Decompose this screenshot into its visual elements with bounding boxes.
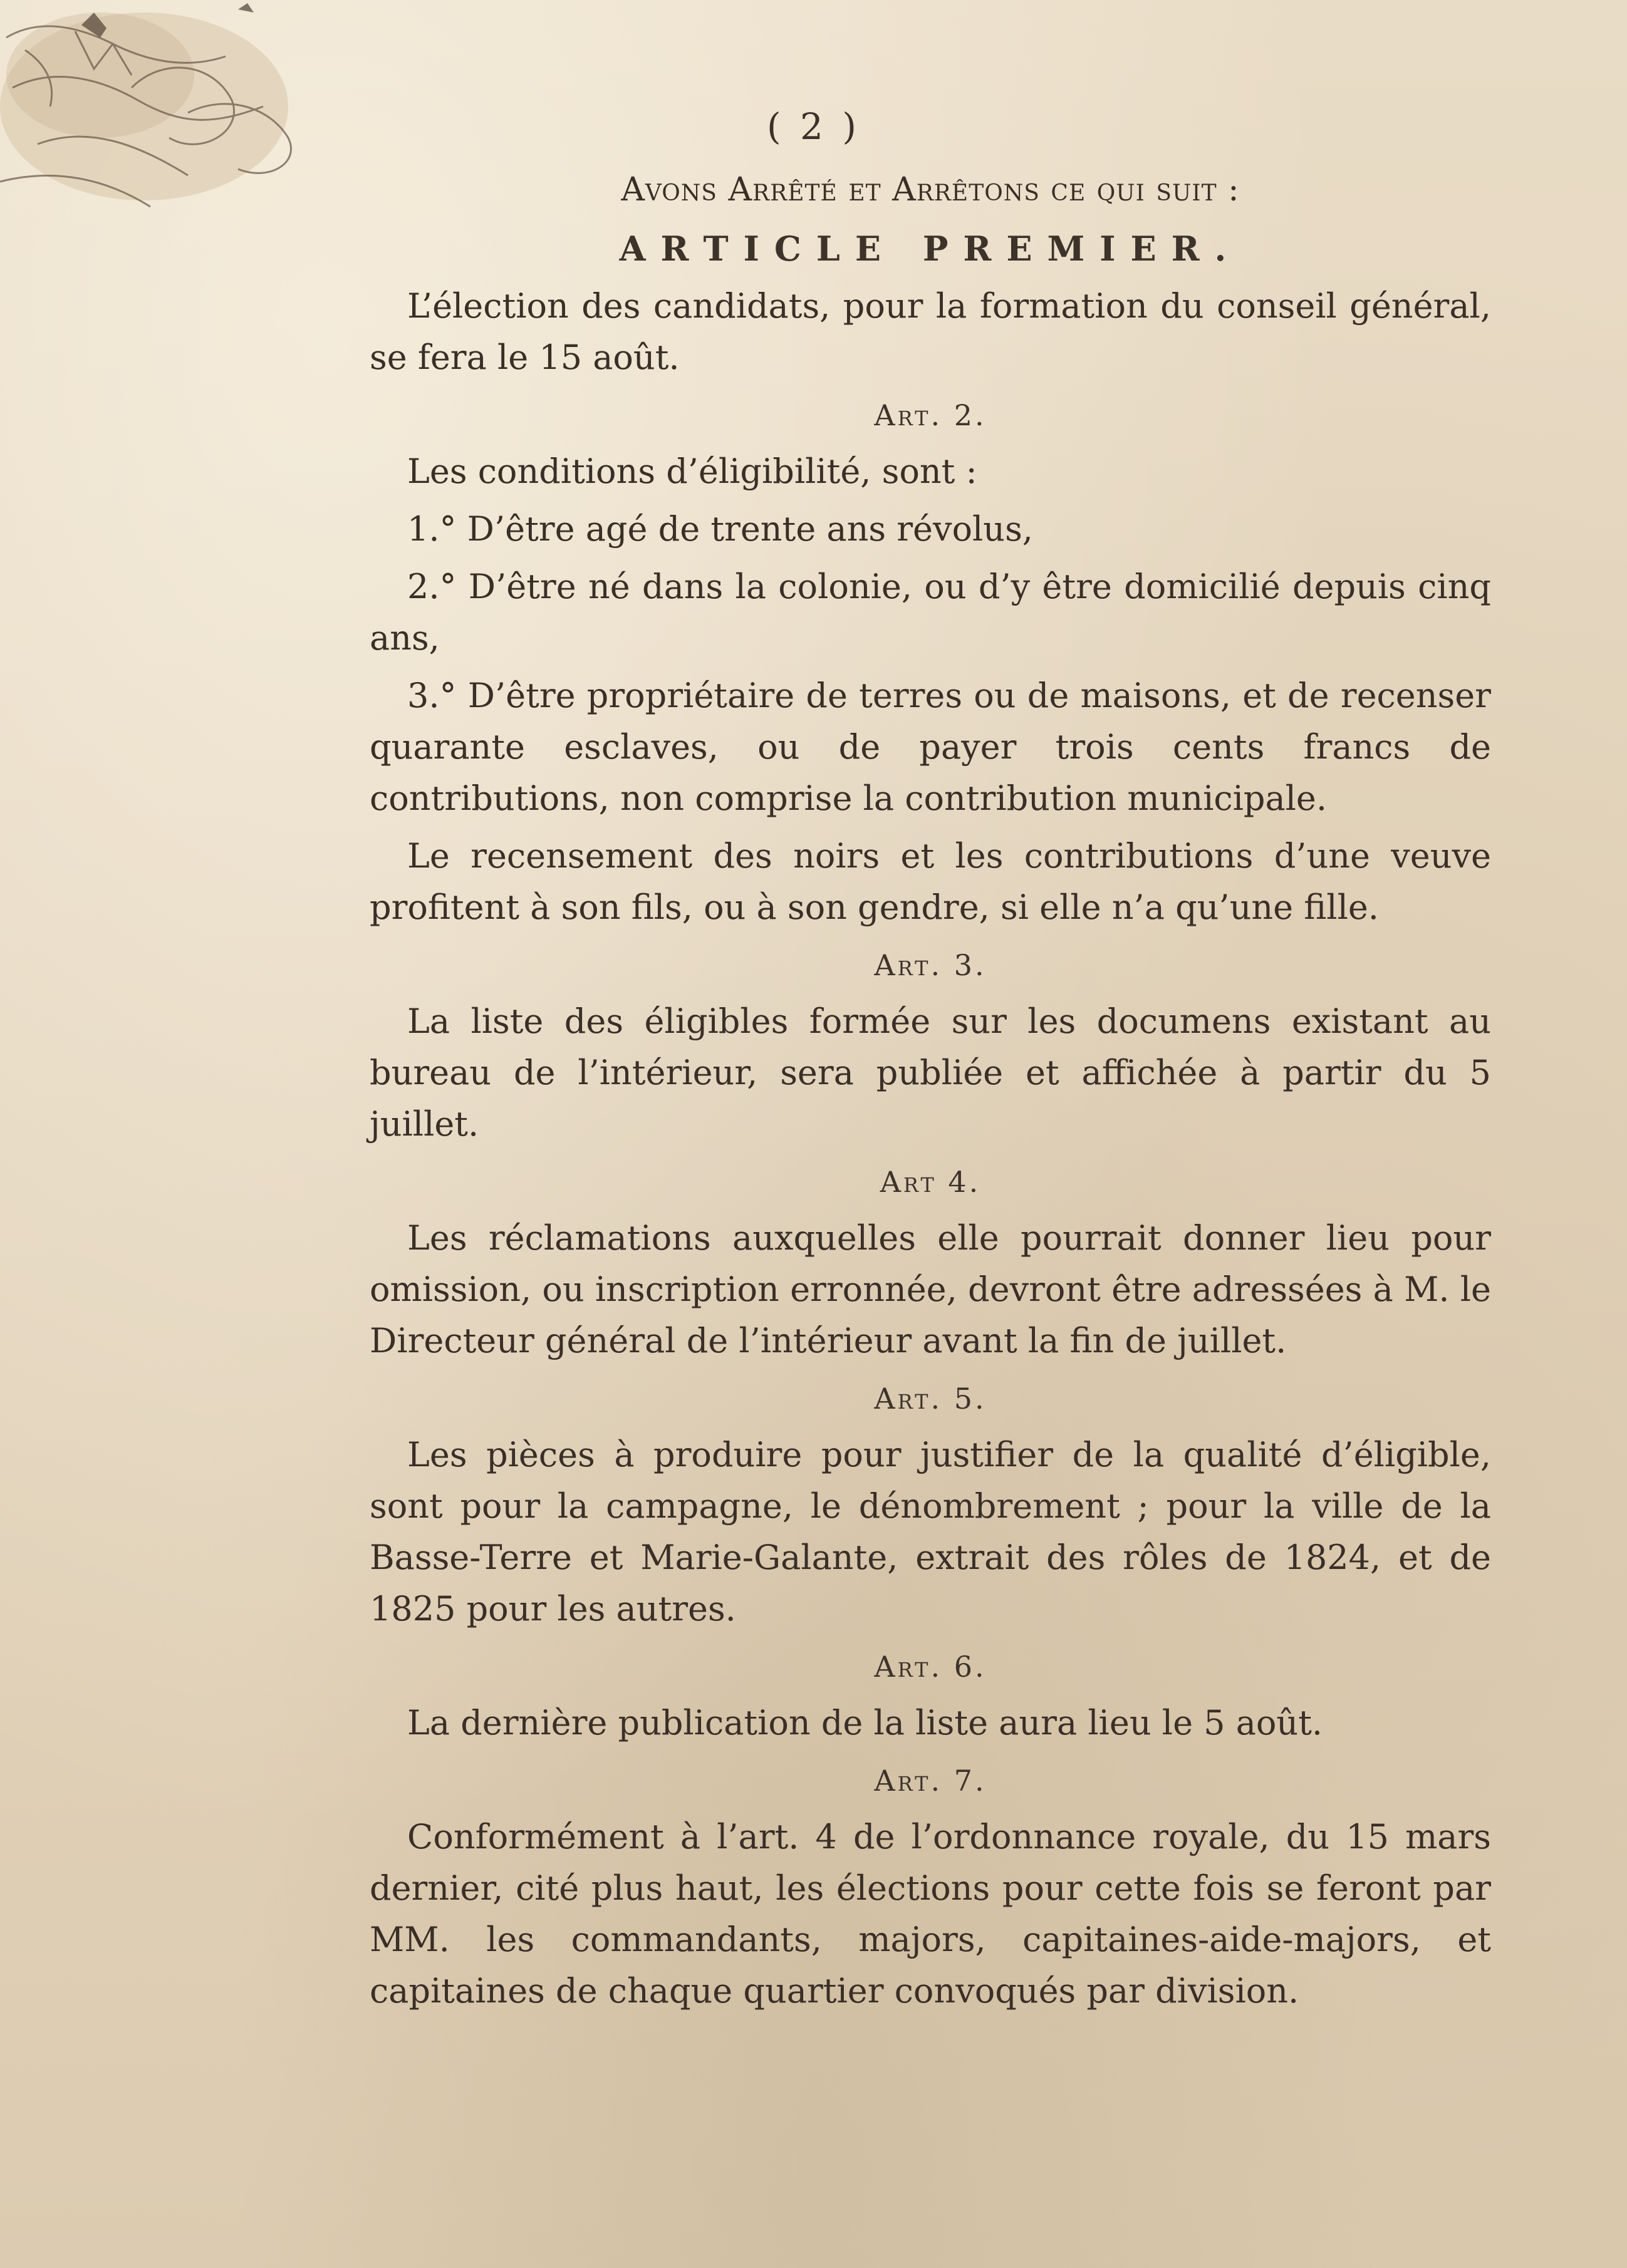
article-6-heading: Art. 6. bbox=[874, 1650, 987, 1684]
article-2-heading: Art. 2. bbox=[874, 398, 987, 432]
article-3-paragraph: La liste des éligibles formée sur les documens existant au bureau de l’intérieur, sera publiée et affichée à partir du 5 juillet. bbox=[370, 1002, 1491, 1144]
decree-line: Avons Arrêté et Arrêtons ce qui suit : bbox=[621, 171, 1240, 209]
article-2-condition-3: 3.° D’être propriétaire de terres ou de maisons, et de recenser quarante esclaves, ou de payer trois cents francs de contributions, non comprise la contribution municipale. bbox=[370, 676, 1491, 818]
article-4-heading: Art 4. bbox=[880, 1165, 981, 1199]
article-2-condition-2: 2.° D’être né dans la colonie, ou d’y être domicilié depuis cinq ans, bbox=[370, 567, 1491, 658]
article-7-paragraph: Conformément à l’art. 4 de l’ordonnance royale, du 15 mars dernier, cité plus haut, les élections pour cette fois se feront par MM. les commandants, majors, capitaines-aide-majors, et capitaines de chaque quartier convoqués par division. bbox=[370, 1817, 1491, 2011]
article-5-paragraph: Les pièces à produire pour justifier de la qualité d’éligible, sont pour la campagne, le dénombrement ; pour la ville de la Basse-Terre et Marie-Galante, extrait des rôles de 1824, et de 1825 pour les autres. bbox=[370, 1435, 1491, 1629]
article-4-paragraph: Les réclamations auxquelles elle pourrait donner lieu pour omission, ou inscription erronnée, devront être adressées à M. le Directeur général de l’intérieur avant la fin de juillet. bbox=[370, 1218, 1491, 1360]
article-7-heading: Art. 7. bbox=[874, 1764, 987, 1798]
article-5-heading: Art. 5. bbox=[874, 1382, 987, 1416]
article-premier-heading: ARTICLE PREMIER. bbox=[619, 229, 1242, 269]
article-2-intro: Les conditions d’éligibilité, sont : bbox=[407, 452, 977, 491]
document-body bbox=[370, 164, 1491, 2023]
article-2-paragraph: Le recensement des noirs et les contributions d’une veuve profitent à son fils, ou à son gendre, si elle n’a qu’une fille. bbox=[370, 836, 1491, 927]
article-6-paragraph: La dernière publication de la liste aura lieu le 5 août. bbox=[407, 1703, 1323, 1742]
article-1-paragraph: L’élection des candidats, pour la formation du conseil général, se fera le 15 août. bbox=[370, 286, 1491, 377]
article-2-condition-1: 1.° D’être agé de trente ans révolus, bbox=[407, 509, 1033, 549]
page-number: ( 2 ) bbox=[766, 105, 861, 148]
article-3-heading: Art. 3. bbox=[874, 948, 987, 982]
